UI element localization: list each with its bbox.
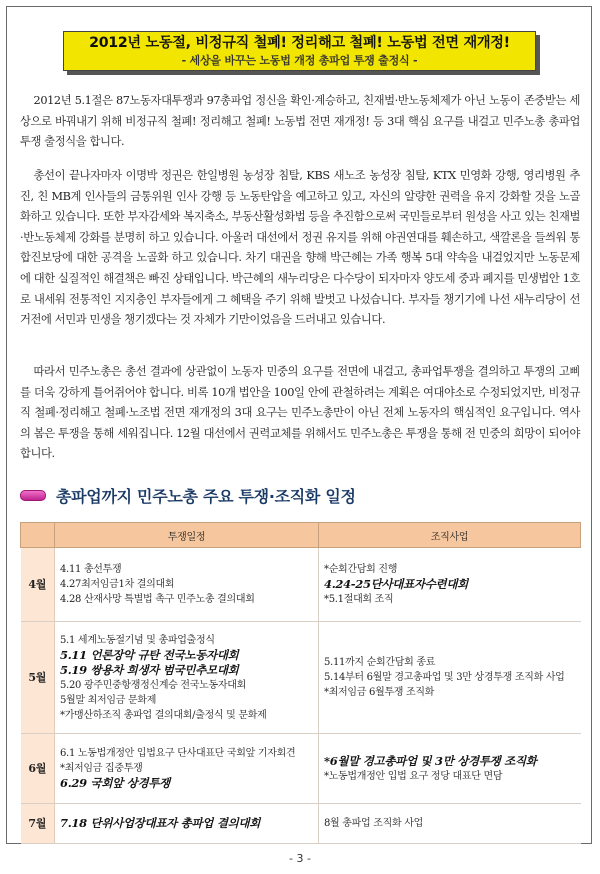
title-box	[63, 31, 536, 71]
schedule-item: *노동법개정안 입법 요구 정당 대표단 면담	[324, 770, 503, 782]
table-row	[21, 622, 581, 734]
schedule-item-highlight: 4.24-25단사대표자수련대회	[324, 577, 468, 591]
organizing-cell	[319, 734, 581, 804]
schedule-item: *5.1절대회 조직	[324, 594, 394, 605]
header-struggle-schedule: 투쟁일정	[55, 523, 319, 548]
struggle-schedule-cell	[55, 622, 319, 734]
organizing-cell	[319, 804, 581, 844]
schedule-item-highlight: 5.19 쌍용차 희생자 범국민추모대회	[60, 662, 239, 677]
paragraph-resolution: 따라서 민주노총은 총선 결과에 상관없이 노동자 민중의 요구를 전면에 내걸고, 총파업투쟁을 결의하고 투쟁의 고삐를 더욱 강하게 틀어쥐어야 합니다. 비록 10개 법안을 100일 안에 관철하려는 계획은 여대야소로 수정되었지만, 비정규직 철폐·정리해고 철폐·노조법 전면 재개정의 3대 요구는 민주노총만이 아닌 전체 노동자의 핵심적인 요구입니다. 역사의 봄은 투쟁을 통해 세워집니다. 12월 대선에서 권력교체를 위해서도 민주노총은 투쟁을 통해 전 민중의 희망이 되어야 합니다.	[20, 365, 580, 461]
schedule-item: 4.27최저임금1차 결의대회	[60, 579, 175, 590]
schedule-item: 8월 총파업 조직화 사업	[324, 818, 423, 829]
schedule-item: 5.14부터 6월말 경고총파업 및 3만 상경투쟁 조직화 사업	[324, 672, 565, 683]
schedule-item: 5.20 광주민중항쟁정신계승 전국노동자대회	[60, 679, 246, 691]
pill-bullet-icon	[20, 490, 46, 501]
table-header-row	[21, 523, 581, 548]
paragraph-intro: 2012년 5.1절은 87노동자대투쟁과 97총파업 정신을 확인·계승하고, 친재벌·반노동체제가 아닌 노동이 존중받는 세상으로 바꿔내기 위해 비정규직 철폐! 정리해고 철폐! 노동법 전면 재개정! 등 3대 핵심 요구를 내걸고 민주노총 총파업 투쟁 출정식을 합니다.	[20, 94, 580, 149]
section-title: 총파업까지 민주노총 주요 투쟁·조직화 일정	[56, 486, 356, 506]
schedule-item-highlight: 5.11 언론장악 규탄 전국노동자대회	[60, 647, 239, 662]
month-cell: 4월	[21, 548, 55, 622]
page-subtitle: - 세상을 바꾸는 노동법 개정 총파업 투쟁 출정식 -	[181, 54, 418, 67]
section-heading	[20, 482, 356, 508]
organizing-cell	[319, 622, 581, 734]
schedule-item: 5.11까지 순회간담회 종료	[324, 657, 436, 668]
schedule-item: *순회간담회 진행	[324, 564, 398, 575]
schedule-item-highlight: 6.29 국회앞 상경투쟁	[60, 776, 170, 790]
schedule-item-highlight: 7.18 단위사업장대표자 총파업 결의대회	[60, 816, 261, 830]
table-row	[21, 734, 581, 804]
schedule-item: *가맹산하조직 총파업 결의대회/출정식 및 문화제	[60, 709, 267, 721]
schedule-item: 4.11 총선투쟁	[60, 564, 122, 575]
schedule-item: *최저임금 집중투쟁	[60, 763, 143, 774]
page-title: 2012년 노동절, 비정규직 철폐! 정리해고 철폐! 노동법 전면 재개정!	[89, 35, 510, 51]
schedule-table	[20, 522, 581, 844]
month-cell: 6월	[21, 734, 55, 804]
table-row	[21, 804, 581, 844]
schedule-item: 4.28 산재사망 특별법 촉구 민주노총 결의대회	[60, 594, 255, 605]
schedule-item-highlight: *6월말 경고총파업 및 3만 상경투쟁 조직화	[324, 753, 537, 768]
schedule-item: *최저임금 6월투쟁 조직화	[324, 687, 435, 698]
struggle-schedule-cell	[55, 804, 319, 844]
page-number: - 3 -	[289, 852, 311, 865]
schedule-item: 5월말 최저임금 문화제	[60, 694, 157, 706]
month-cell: 7월	[21, 804, 55, 844]
header-month	[21, 523, 55, 548]
schedule-item: 5.1 세계노동절기념 및 총파업출정식	[60, 634, 215, 646]
header-organizing: 조직사업	[319, 523, 581, 548]
month-cell: 5월	[21, 622, 55, 734]
schedule-item: 6.1 노동법개정안 입법요구 단사대표단 국회앞 기자회견	[60, 748, 296, 759]
table-row	[21, 548, 581, 622]
struggle-schedule-cell	[55, 548, 319, 622]
paragraph-political-situation: 총선이 끝나자마자 이명박 정권은 한일병원 농성장 침탈, KBS 새노조 농성장 침탈, KTX 민영화 강행, 영리병원 추진, 친 MB계 인사들의 금통위원 인사 강행 등 노동탄압을 예고하고 있고, 자신의 알량한 권력을 유지 강화할 것을 노골화하고 있습니다. 또한 부자감세와 복지축소, 부동산활성화법 등을 추진함으로써 국민들로부터 원성을 사고 있는 친재벌·반노동체제 강화를 분명히 하고 있습니다. 아울러 대선에서 정권 유지를 위해 야권연대를 훼손하고, 색깔론을 들씌워 통합진보당에 대한 공격을 노골화 하고 있습니다. 차기 대권을 향해 박근혜는 가족 행복 5대 약속을 내걸었지만 노동문제에 대한 실질적인 해결책은 빠진 상태입니다. 박근혜의 새누리당은 다수당이 되자마자 양도세 중과 폐지를 민생법안 1호로 내세워 전통적인 지지층인 부자들에게 그 혜택을 주기 위해 발벗고 나섰습니다. 부자들 챙기기에 나선 새누리당이 선거전에 서민과 민생을 챙기겠다는 것 자체가 기만이었음을 드러내고 있습니다.	[20, 169, 580, 327]
organizing-cell	[319, 548, 581, 622]
struggle-schedule-cell	[55, 734, 319, 804]
